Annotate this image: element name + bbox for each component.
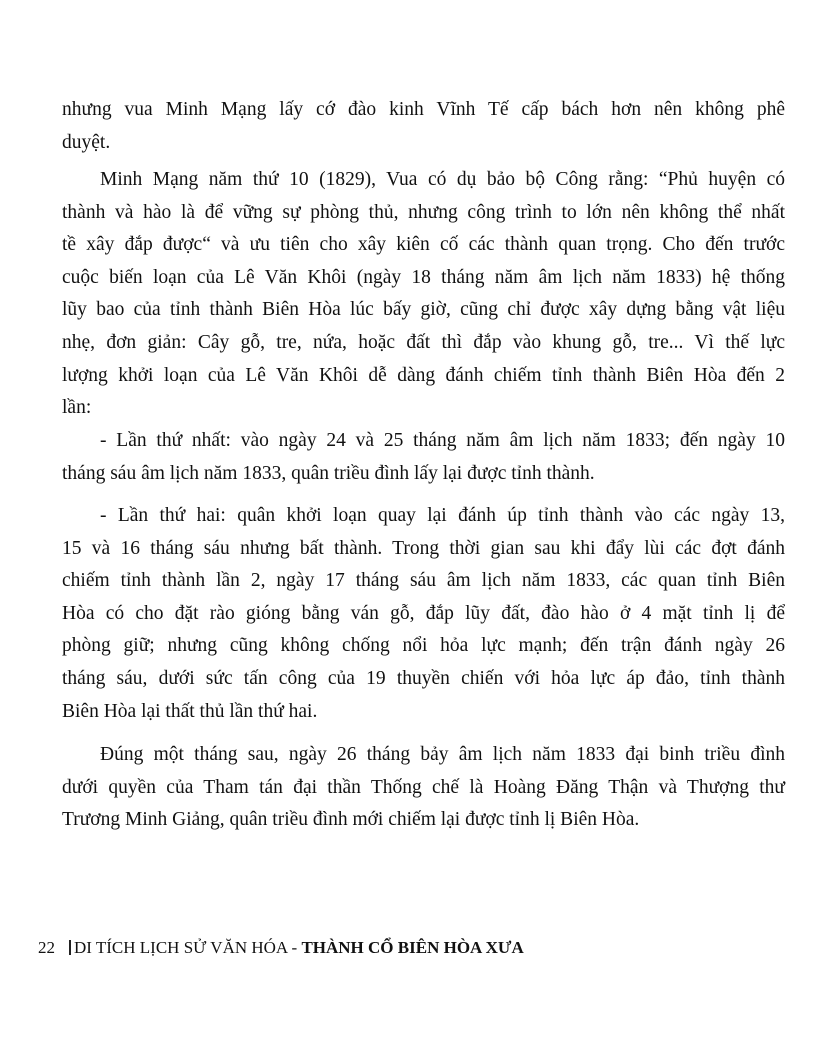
page-number: 22 [38,938,55,957]
text-line: tháng sáu, dưới sức tấn công của 19 thuyền chiến với hỏa lực áp đảo, tỉnh thành [62,667,785,689]
text-line: dưới quyền của Tham tán đại thần Thống chế là Hoàng Đăng Thận và Thượng thư [62,776,785,798]
text-line: - Lần thứ nhất: vào ngày 24 và 25 tháng năm âm lịch năm 1833; đến ngày 10 [100,430,785,451]
text-line: Đúng một tháng sau, ngày 26 tháng bảy âm lịch năm 1833 đại binh triều đình [100,744,785,765]
text-line: Minh Mạng năm thứ 10 (1829), Vua có dụ bảo bộ Công rằng: “Phủ huyện có [100,169,785,190]
text-line: cuộc biến loạn của Lê Văn Khôi (ngày 18 tháng năm âm lịch năm 1833) hệ thống [62,266,785,288]
text-line: Biên Hòa lại thất thủ lần thứ hai. [62,700,318,722]
text-line: Trương Minh Giảng, quân triều đình mới chiếm lại được tỉnh lị Biên Hòa. [62,809,640,831]
text-line: duyệt. [62,131,111,153]
text-line: lượng khởi loạn của Lê Văn Khôi dễ dàng đánh chiếm tỉnh thành Biên Hòa đến 2 [62,364,785,386]
text-line: lũy bao của tỉnh thành Biên Hòa lúc bấy giờ, cũng chỉ được xây dựng bằng vật liệu [62,299,785,321]
page-footer [38,938,524,958]
footer-book-title: THÀNH CỔ BIÊN HÒA XƯA [301,938,524,957]
text-line: tháng sáu âm lịch năm 1833, quân triều đình lấy lại được tỉnh thành. [62,462,595,484]
text-line: tề xây đắp được“ và ưu tiên cho xây kiên cố các thành quan trọng. Cho đến trước [62,234,785,256]
paragraph-3 [62,425,785,490]
text-line: lần: [62,397,92,419]
text-line: 15 và 16 tháng sáu nhưng bất thành. Trong thời gian sau khi đẩy lùi các đợt đánh [62,537,785,559]
text-line: thành và hào là để vững sự phòng thủ, nhưng công trình to lớn nên không thể nhất [62,201,785,223]
text-line: chiếm tỉnh thành lần 2, ngày 17 tháng sáu âm lịch năm 1833, các quan tỉnh Biên [62,570,785,592]
paragraph-2 [62,164,785,425]
footer-divider [69,940,71,955]
paragraph-5 [62,739,785,837]
paragraph-4 [62,500,785,728]
text-line: phòng giữ; nhưng cũng không chống nổi hỏa lực mạnh; đến trận đánh ngày 26 [62,635,785,657]
text-line: nhưng vua Minh Mạng lấy cớ đào kinh Vĩnh Tế cấp bách hơn nên không phê [62,99,785,120]
text-line: - Lần thứ hai: quân khởi loạn quay lại đánh úp tỉnh thành vào các ngày 13, [100,505,785,526]
text-line: Hòa có cho đặt rào gióng bằng ván gỗ, đắp lũy đất, đào hào ở 4 mặt tỉnh lị để [62,602,785,624]
footer-series: DI TÍCH LỊCH SỬ VĂN HÓA - [74,938,302,957]
paragraph-1 [62,94,785,159]
text-line: nhẹ, đơn giản: Cây gỗ, tre, nứa, hoặc đất thì đắp vào khung gỗ, tre... Vì thế lực [62,331,785,353]
